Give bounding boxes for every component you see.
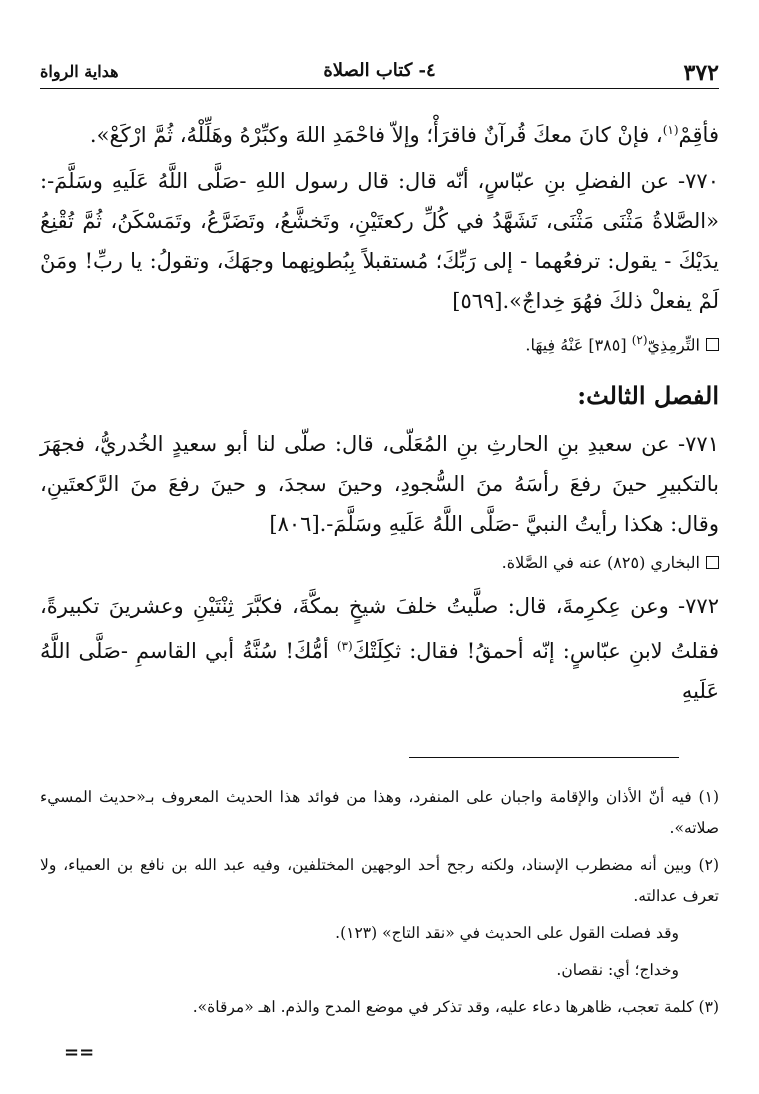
footnote-2-definition: وخداج؛ أي: نقصان. [556, 961, 679, 979]
chapter-title: ٤- كتاب الصلاة [323, 60, 436, 81]
square-bullet-icon [706, 556, 719, 569]
footnote-1: (١) فيه أنّ الأذان والإقامة واجبان على المنفرد، وهذا من فوائد هذا الحديث المعروف بـ«حديث المسيء صلاته». [40, 788, 719, 837]
footnote-2: (٢) وبين أنه مضطرب الإسناد، ولكنه رجح أحد الوجهين المختلفين، وفيه عبد الله بن نافع بن العمياء، ولا تعرف عدالته. [40, 856, 719, 905]
reference-771: البخاري (٨٢٥) عنه في الصَّلاة. [40, 546, 719, 580]
square-bullet-icon [706, 338, 719, 351]
hadith-770: ٧٧٠- عن الفضلِ بنِ عبّاسٍ، أنّه قال: قال رسول اللهِ -صَلَّى اللَّهُ عَلَيهِ وسَلَّمَ-: «الصَّلاةُ مَثْنَى مَثْنَى، تَشَهَّدُ في كُلِّ ركعتَيْنِ، وتَخشَّعُ، وتَضَرَّعُ، وتَمَسْكَنُ، ثُمَّ تُقْنِعُ يدَيْكَ - يقول: ترفعُهما - إلى رَبِّكَ؛ مُستقبلاً بِبُطونِهما وجهَكَ، وتقولُ: يا ربِّ! ومَنْ لَمْ يفعلْ ذلكَ فهُوَ خِداجٌ».[٥٦٩] [40, 169, 719, 313]
footnote-marker-3: (٣) [336, 639, 353, 654]
footnote-3: (٣) كلمة تعجب، ظاهرها دعاء عليه، وقد تذكر في موضع المدح والذم. اهـ «مرقاة». [192, 998, 719, 1016]
section-heading: الفصل الثالث: [577, 381, 719, 411]
hadith-771: ٧٧١- عن سعيدِ بنِ الحارثِ بنِ المُعَلّى، قال: صلّى لنا أبو سعيدٍ الخُدريُّ، فجهَرَ بالتكبيرِ حينَ رفعَ رأسَهُ منَ السُّجودِ، وحينَ سجدَ، و حينَ رفعَ منَ الرَّكعتَينِ، وقال: هكذا رأيتُ النبيَّ -صَلَّى اللَّهُ عَلَيهِ وسَلَّمَ-.[٨٠٦] [40, 432, 719, 537]
footnotes [40, 782, 719, 1029]
footnote-2-continuation: وقد فصلت القول على الحديث في «نقد التاج» (١٢٣). [335, 924, 679, 942]
footnote-marker-2: (٢) [631, 333, 648, 347]
book-title: هداية الرواة [40, 62, 119, 81]
page-number: ٣٧٢ [683, 60, 719, 86]
hadith-772: ٧٧٢- وعن عِكرِمةَ، قال: صلَّيتُ خلفَ شيخٍ بمكَّةَ، فكبَّرَ ثِنْتَيْنِ وعشرينَ تكبيرةً، فقلتُ لابنِ عبّاسٍ: إنّه أحمقُ! فقال: ثكِلَتْكَ$^{(٣)}$ أمُّكَ! سُنَّةُ أبي القاسمِ -صَلَّى اللَّهُ عَلَيهِ [40, 594, 719, 704]
continuation-mark: == [64, 1042, 95, 1063]
continuation-paragraph: فأقِمْ$^{(١)}$، فإنْ كانَ معكَ قُرآنٌ فاقرَأْ؛ وإلاّ فاحْمَدِ اللهَ وكبِّرْهُ وهَلِّلْهُ، ثُمَّ ارْكَعْ». [89, 123, 719, 147]
footnote-marker-1: (١) [662, 123, 679, 137]
main-text [40, 110, 719, 711]
footnote-divider [409, 757, 679, 758]
page-header [40, 58, 719, 89]
reference-770: التِّرمِذِيّ$^{(٢)}$ [٣٨٥] عَنْهُ فِيهَا. [40, 323, 719, 362]
